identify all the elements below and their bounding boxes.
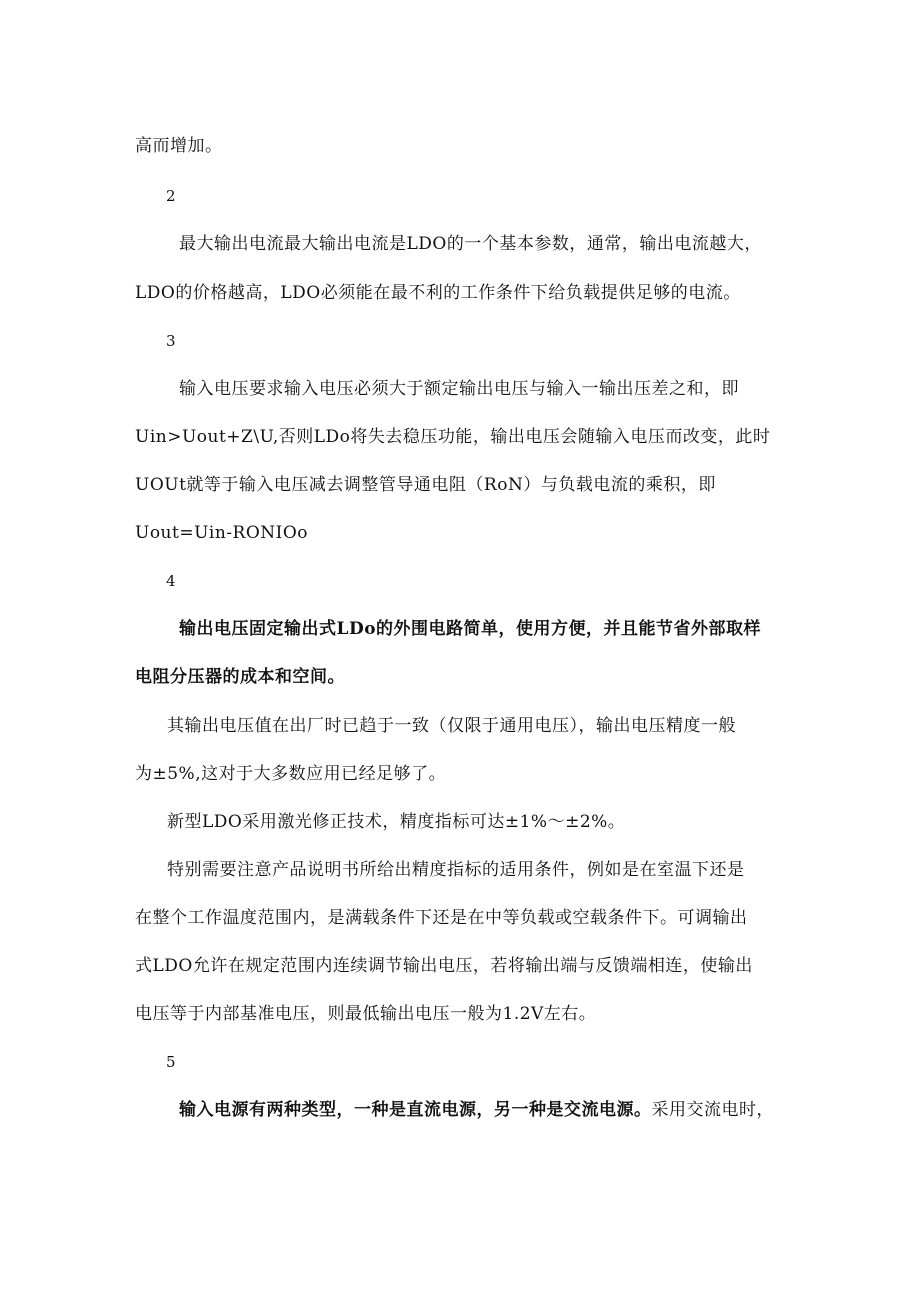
section-number: 3 (166, 332, 176, 350)
text-line: UOUt就等于输入电压减去调整管导通电阻（RoN）与负载电流的乘积，即 (135, 475, 716, 495)
text-line: 为±5%,这对于大多数应用已经足够了。 (135, 764, 447, 784)
text-line: 高而增加。 (135, 136, 223, 156)
section-number: 4 (166, 572, 176, 590)
heading-line: 输出电压固定输出式LDo的外围电路简单，使用方便，并且能节省外部取样 (179, 619, 762, 639)
text-line: 新型LDO采用激光修正技术，精度指标可达±1%～±2%。 (167, 812, 626, 832)
text-line: 其输出电压值在出厂时已趋于一致（仅限于通用电压），输出电压精度一般 (167, 716, 736, 736)
text-line: 最大输出电流最大输出电流是LDO的一个基本参数，通常，输出电流越大， (179, 234, 762, 254)
text-line: 特别需要注意产品说明书所给出精度指标的适用条件，例如是在室温下还是 (167, 860, 745, 880)
heading-line: 电阻分压器的成本和空间。 (135, 667, 345, 687)
text-line (179, 1100, 774, 1120)
text-line: 式LDO允许在规定范围内连续调节输出电压，若将输出端与反馈端相连，使输出 (135, 956, 753, 976)
text-line: 电压等于内部基准电压，则最低输出电压一般为1.2V左右。 (135, 1004, 597, 1024)
section-number: 2 (166, 187, 176, 205)
text-line: 输入电压要求输入电压必须大于额定输出电压与输入一输出压差之和，即 (179, 379, 739, 399)
text-span: 采用交流电时， (651, 1100, 774, 1120)
text-line: 在整个工作温度范围内，是满载条件下还是在中等负载或空载条件下。可调输出 (135, 908, 748, 928)
text-line: Uin>Uout+Z\U,否则LDo将失去稳压功能，输出电压会随输入电压而改变，此时 (135, 427, 771, 447)
heading-span: 输入电源有两种类型，一种是直流电源，另一种是交流电源。 (179, 1100, 652, 1120)
section-number: 5 (166, 1053, 176, 1071)
text-line: Uout=Uin-RONIOo (135, 523, 309, 543)
text-line: LDO的价格越高，LDO必须能在最不利的工作条件下给负载提供足够的电流。 (135, 283, 741, 303)
